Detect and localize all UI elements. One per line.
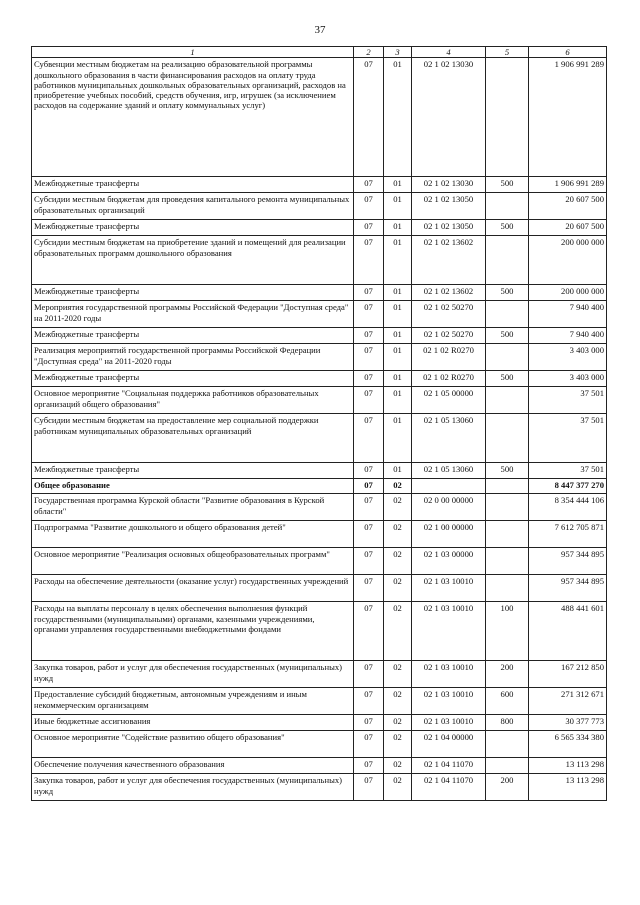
row-section-cell: 07	[354, 715, 384, 731]
row-section-cell: 07	[354, 285, 384, 301]
row-name-cell: Реализация мероприятий государственной программы Российской Федерации "Доступная среда" на 2011-2020 годы	[32, 344, 354, 371]
row-target-article-cell: 02 1 04 00000	[412, 731, 486, 758]
row-amount-cell: 7 612 705 871	[529, 521, 607, 548]
row-target-article-cell: 02 1 03 10010	[412, 602, 486, 661]
row-expense-type-cell: 500	[486, 328, 529, 344]
column-header: 2	[354, 47, 384, 58]
row-name-cell: Закупка товаров, работ и услуг для обеспечения государственных (муниципальных) нужд	[32, 661, 354, 688]
row-name-cell: Закупка товаров, работ и услуг для обеспечения государственных (муниципальных) нужд	[32, 774, 354, 801]
row-section-cell: 07	[354, 521, 384, 548]
row-target-article-cell: 02 1 03 10010	[412, 688, 486, 715]
row-target-article-cell: 02 1 02 13050	[412, 220, 486, 236]
row-section-cell: 07	[354, 344, 384, 371]
row-amount-cell: 7 940 400	[529, 301, 607, 328]
row-amount-cell: 6 565 334 380	[529, 731, 607, 758]
table-row	[32, 387, 607, 414]
row-section-cell: 07	[354, 371, 384, 387]
row-amount-cell: 13 113 298	[529, 774, 607, 801]
row-target-article-cell: 02 1 04 11070	[412, 774, 486, 801]
row-name-cell: Межбюджетные трансферты	[32, 328, 354, 344]
row-subsection-cell: 02	[384, 575, 412, 602]
row-target-article-cell: 02 1 03 10010	[412, 715, 486, 731]
row-subsection-cell: 02	[384, 731, 412, 758]
row-expense-type-cell: 800	[486, 715, 529, 731]
row-amount-cell: 3 403 000	[529, 371, 607, 387]
header-row	[32, 47, 607, 58]
row-name-cell: Основное мероприятие "Содействие развитию общего образования"	[32, 731, 354, 758]
table-row	[32, 371, 607, 387]
row-subsection-cell: 01	[384, 177, 412, 193]
row-name-cell: Предоставление субсидий бюджетным, автономным учреждениям и иным некоммерческим организациям	[32, 688, 354, 715]
row-name-cell: Государственная программа Курской области "Развитие образования в Курской области"	[32, 494, 354, 521]
row-name-cell: Межбюджетные трансферты	[32, 177, 354, 193]
row-subsection-cell: 01	[384, 328, 412, 344]
row-subsection-cell: 02	[384, 602, 412, 661]
table-row	[32, 328, 607, 344]
row-expense-type-cell	[486, 58, 529, 177]
row-name-cell: Расходы на выплаты персоналу в целях обеспечения выполнения функций государственными (муниципальными) органами, казенными учреждениями, органами управления государственными внебюджетными фондами	[32, 602, 354, 661]
row-target-article-cell: 02 0 00 00000	[412, 494, 486, 521]
row-subsection-cell: 02	[384, 548, 412, 575]
table-row	[32, 285, 607, 301]
row-amount-cell: 1 906 991 289	[529, 177, 607, 193]
row-expense-type-cell: 500	[486, 463, 529, 479]
table-row	[32, 758, 607, 774]
row-name-cell: Субсидии местным бюджетам на предоставление мер социальной поддержки работникам муниципальных образовательных организаций	[32, 414, 354, 463]
column-header: 1	[32, 47, 354, 58]
row-section-cell: 07	[354, 177, 384, 193]
column-header: 4	[412, 47, 486, 58]
row-target-article-cell: 02 1 02 13030	[412, 58, 486, 177]
row-expense-type-cell	[486, 414, 529, 463]
row-amount-cell: 30 377 773	[529, 715, 607, 731]
row-expense-type-cell	[486, 479, 529, 494]
row-expense-type-cell	[486, 575, 529, 602]
row-expense-type-cell	[486, 344, 529, 371]
row-target-article-cell	[412, 479, 486, 494]
row-expense-type-cell: 200	[486, 774, 529, 801]
row-section-cell: 07	[354, 387, 384, 414]
row-target-article-cell: 02 1 00 00000	[412, 521, 486, 548]
budget-table	[31, 46, 607, 801]
row-section-cell: 07	[354, 414, 384, 463]
row-section-cell: 07	[354, 328, 384, 344]
row-amount-cell: 957 344 895	[529, 575, 607, 602]
row-name-cell: Межбюджетные трансферты	[32, 463, 354, 479]
table-row	[32, 479, 607, 494]
table-row	[32, 301, 607, 328]
row-subsection-cell: 01	[384, 414, 412, 463]
row-section-cell: 07	[354, 301, 384, 328]
row-subsection-cell: 02	[384, 758, 412, 774]
row-amount-cell: 8 354 444 106	[529, 494, 607, 521]
row-section-cell: 07	[354, 548, 384, 575]
table-row	[32, 463, 607, 479]
row-subsection-cell: 01	[384, 220, 412, 236]
row-name-cell: Основное мероприятие "Реализация основных общеобразовательных программ"	[32, 548, 354, 575]
row-subsection-cell: 02	[384, 661, 412, 688]
row-target-article-cell: 02 1 02 R0270	[412, 371, 486, 387]
row-name-cell: Мероприятия государственной программы Российской Федерации "Доступная среда" на 2011-2020 годы	[32, 301, 354, 328]
table-row	[32, 177, 607, 193]
row-subsection-cell: 01	[384, 301, 412, 328]
row-expense-type-cell	[486, 731, 529, 758]
row-target-article-cell: 02 1 02 R0270	[412, 344, 486, 371]
row-section-cell: 07	[354, 758, 384, 774]
row-subsection-cell: 01	[384, 236, 412, 285]
row-expense-type-cell	[486, 521, 529, 548]
column-header: 6	[529, 47, 607, 58]
row-expense-type-cell: 500	[486, 177, 529, 193]
row-expense-type-cell	[486, 236, 529, 285]
row-expense-type-cell: 500	[486, 371, 529, 387]
row-amount-cell: 1 906 991 289	[529, 58, 607, 177]
table-row	[32, 602, 607, 661]
row-expense-type-cell: 500	[486, 285, 529, 301]
row-section-cell: 07	[354, 774, 384, 801]
row-section-cell: 07	[354, 193, 384, 220]
row-amount-cell: 7 940 400	[529, 328, 607, 344]
table-row	[32, 344, 607, 371]
row-target-article-cell: 02 1 02 13602	[412, 285, 486, 301]
table-row	[32, 220, 607, 236]
row-subsection-cell: 01	[384, 58, 412, 177]
row-expense-type-cell: 100	[486, 602, 529, 661]
row-target-article-cell: 02 1 05 13060	[412, 463, 486, 479]
row-amount-cell: 13 113 298	[529, 758, 607, 774]
row-amount-cell: 20 607 500	[529, 220, 607, 236]
row-subsection-cell: 02	[384, 688, 412, 715]
row-section-cell: 07	[354, 479, 384, 494]
row-target-article-cell: 02 1 03 10010	[412, 575, 486, 602]
row-subsection-cell: 01	[384, 387, 412, 414]
table-row	[32, 236, 607, 285]
row-subsection-cell: 01	[384, 344, 412, 371]
row-section-cell: 07	[354, 661, 384, 688]
table-row	[32, 688, 607, 715]
row-target-article-cell: 02 1 02 50270	[412, 328, 486, 344]
row-name-cell: Иные бюджетные ассигнования	[32, 715, 354, 731]
row-subsection-cell: 02	[384, 774, 412, 801]
row-subsection-cell: 01	[384, 285, 412, 301]
row-expense-type-cell: 600	[486, 688, 529, 715]
row-amount-cell: 488 441 601	[529, 602, 607, 661]
row-expense-type-cell	[486, 387, 529, 414]
row-name-cell: Субсидии местным бюджетам для проведения капитального ремонта муниципальных образовательных организаций	[32, 193, 354, 220]
row-expense-type-cell: 200	[486, 661, 529, 688]
row-target-article-cell: 02 1 02 13050	[412, 193, 486, 220]
row-amount-cell: 37 501	[529, 387, 607, 414]
row-name-cell: Субсидии местным бюджетам на приобретение зданий и помещений для реализации образовательных программ дошкольного образования	[32, 236, 354, 285]
row-subsection-cell: 01	[384, 193, 412, 220]
row-name-cell: Расходы на обеспечение деятельности (оказание услуг) государственных учреждений	[32, 575, 354, 602]
row-amount-cell: 20 607 500	[529, 193, 607, 220]
row-amount-cell: 37 501	[529, 463, 607, 479]
row-expense-type-cell	[486, 301, 529, 328]
row-amount-cell: 200 000 000	[529, 285, 607, 301]
table-row	[32, 575, 607, 602]
row-expense-type-cell	[486, 193, 529, 220]
row-name-cell: Основное мероприятие "Социальная поддержка работников образовательных организаций общего образования"	[32, 387, 354, 414]
row-expense-type-cell	[486, 548, 529, 575]
row-section-cell: 07	[354, 494, 384, 521]
row-target-article-cell: 02 1 02 50270	[412, 301, 486, 328]
row-target-article-cell: 02 1 05 13060	[412, 414, 486, 463]
row-target-article-cell: 02 1 05 00000	[412, 387, 486, 414]
row-amount-cell: 271 312 671	[529, 688, 607, 715]
row-section-cell: 07	[354, 463, 384, 479]
row-name-cell: Межбюджетные трансферты	[32, 285, 354, 301]
row-name-cell: Обеспечение получения качественного образования	[32, 758, 354, 774]
row-name-cell: Общее образование	[32, 479, 354, 494]
row-amount-cell: 8 447 377 270	[529, 479, 607, 494]
row-amount-cell: 3 403 000	[529, 344, 607, 371]
row-subsection-cell: 02	[384, 479, 412, 494]
row-subsection-cell: 01	[384, 463, 412, 479]
row-section-cell: 07	[354, 236, 384, 285]
row-target-article-cell: 02 1 02 13030	[412, 177, 486, 193]
row-subsection-cell: 01	[384, 371, 412, 387]
row-name-cell: Межбюджетные трансферты	[32, 220, 354, 236]
row-section-cell: 07	[354, 220, 384, 236]
row-target-article-cell: 02 1 02 13602	[412, 236, 486, 285]
row-expense-type-cell	[486, 494, 529, 521]
row-amount-cell: 37 501	[529, 414, 607, 463]
row-target-article-cell: 02 1 03 00000	[412, 548, 486, 575]
table-row	[32, 731, 607, 758]
row-subsection-cell: 02	[384, 715, 412, 731]
row-name-cell: Субвенции местным бюджетам на реализацию образовательной программы дошкольного образования в части финансирования расходов на оплату труда работников муниципальных дошкольных образовательных организаций, расходов на приобретение учебных пособий, средств обучения, игр, игрушек (за исключением расходов на содержание зданий и оплату коммунальных услуг)	[32, 58, 354, 177]
row-amount-cell: 200 000 000	[529, 236, 607, 285]
table-row	[32, 774, 607, 801]
table-row	[32, 193, 607, 220]
page-number: 37	[314, 24, 326, 36]
row-section-cell: 07	[354, 575, 384, 602]
column-header: 5	[486, 47, 529, 58]
table-row	[32, 521, 607, 548]
row-amount-cell: 167 212 850	[529, 661, 607, 688]
row-amount-cell: 957 344 895	[529, 548, 607, 575]
column-header: 3	[384, 47, 412, 58]
table-row	[32, 494, 607, 521]
row-name-cell: Межбюджетные трансферты	[32, 371, 354, 387]
row-section-cell: 07	[354, 602, 384, 661]
row-subsection-cell: 02	[384, 521, 412, 548]
table-row	[32, 661, 607, 688]
table-row	[32, 715, 607, 731]
row-expense-type-cell	[486, 758, 529, 774]
table-row	[32, 548, 607, 575]
row-target-article-cell: 02 1 03 10010	[412, 661, 486, 688]
row-target-article-cell: 02 1 04 11070	[412, 758, 486, 774]
row-subsection-cell: 02	[384, 494, 412, 521]
row-section-cell: 07	[354, 58, 384, 177]
row-section-cell: 07	[354, 731, 384, 758]
table-row	[32, 58, 607, 177]
row-name-cell: Подпрограмма "Развитие дошкольного и общего образования детей"	[32, 521, 354, 548]
table-row	[32, 414, 607, 463]
row-expense-type-cell: 500	[486, 220, 529, 236]
row-section-cell: 07	[354, 688, 384, 715]
